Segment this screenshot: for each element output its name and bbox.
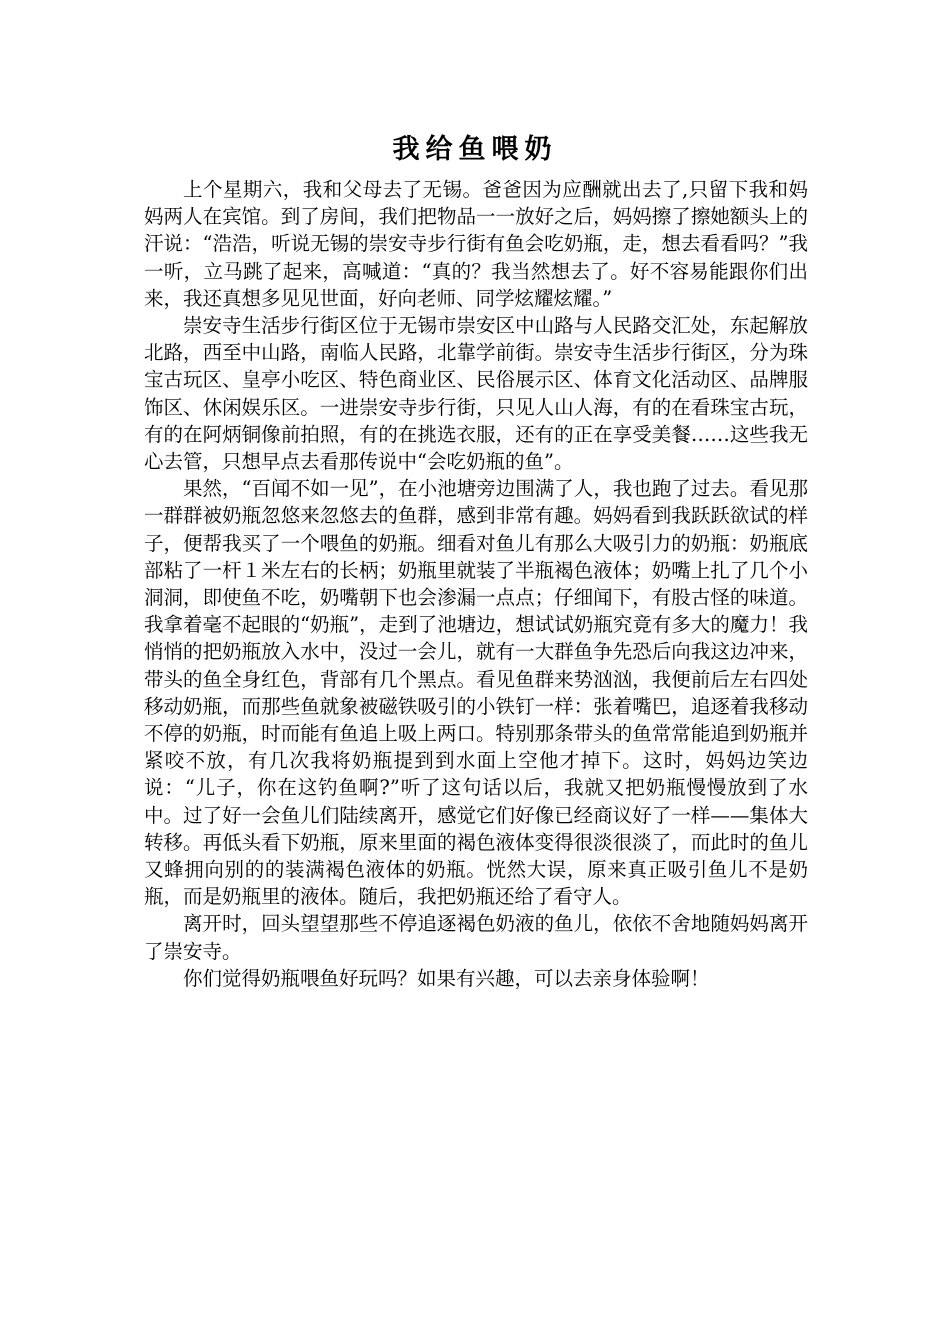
paragraph-3: 果然，“百闻不如一见”，在小池塘旁边围满了人，我也跑了过去。看见那一群群被奶瓶忽悠来忽悠去的鱼群，感到非常有趣。妈妈看到我跃跃欲试的样子，便帮我买了一个喂鱼的奶瓶。细看对鱼儿有那么大吸引力的奶瓶：奶瓶底部粘了一杆１米左右的长柄；奶瓶里就装了半瓶褐色液体；奶嘴上扎了几个小洞洞，即使鱼不吃，奶嘴朝下也会渗漏一点点；仔细闻下，有股古怪的味道。我拿着毫不起眼的“奶瓶”，走到了池塘边，想试试奶瓶究竟有多大的魔力！我悄悄的把奶瓶放入水中，没过一会儿，就有一大群鱼争先恐后向我这边冲来，带头的鱼全身红色，背部有几个黑点。看见鱼群来势汹汹，我便前后左右四处移动奶瓶，而那些鱼就象被磁铁吸引的小铁钉一样：张着嘴巴，追逐着我移动不停的奶瓶，时而能有鱼追上吸上两口。特别那条带头的鱼常常能追到奶瓶并紧咬不放，有几次我将奶瓶提到到水面上空他才掉下。这时，妈妈边笑边说：“儿子，你在这钓鱼啊?”听了这句话以后，我就又把奶瓶慢慢放到了水中。过了好一会鱼儿们陆续离开，感觉它们好像已经商议好了一样——集体大转移。再低头看下奶瓶，原来里面的褐色液体变得很淡很淡了，而此时的鱼儿又蜂拥向别的的装满褐色液体的奶瓶。恍然大误，原来真正吸引鱼儿不是奶瓶，而是奶瓶里的液体。随后，我把奶瓶还给了看守人。 <box>144 477 808 909</box>
article-body <box>144 176 808 992</box>
page-title: 我给鱼喂奶 <box>392 134 558 165</box>
paragraph-5: 你们觉得奶瓶喂鱼好玩吗？如果有兴趣，可以去亲身体验啊！ <box>183 966 710 990</box>
paragraph-1: 上个星期六，我和父母去了无锡。爸爸因为应酬就出去了,只留下我和妈妈两人在宾馆。到了房间，我们把物品一一放好之后，妈妈擦了擦她额头上的汗说：“浩浩，听说无锡的崇安寺步行街有鱼会吃奶瓶，走，想去看看吗？”我一听，立马跳了起来，高喊道：“真的？我当然想去了。好不容易能跟你们出来，我还真想多见见世面，好向老师、同学炫耀炫耀。” <box>144 178 808 310</box>
paragraph-4: 离开时，回头望望那些不停追逐褐色奶液的鱼儿，依依不舍地随妈妈离开了崇安寺。 <box>144 912 808 963</box>
paragraph-2: 崇安寺生活步行街区位于无锡市崇安区中山路与人民路交汇处，东起解放北路，西至中山路，南临人民路，北靠学前街。崇安寺生活步行街区，分为珠宝古玩区、皇亭小吃区、特色商业区、民俗展示区、体育文化活动区、品牌服饰区、休闲娱乐区。一进崇安寺步行街，只见人山人海，有的在看珠宝古玩，有的在阿炳铜像前拍照，有的在挑选衣服，还有的正在享受美餐……这些我无心去管，只想早点去看那传说中“会吃奶瓶的鱼”。 <box>144 314 808 474</box>
